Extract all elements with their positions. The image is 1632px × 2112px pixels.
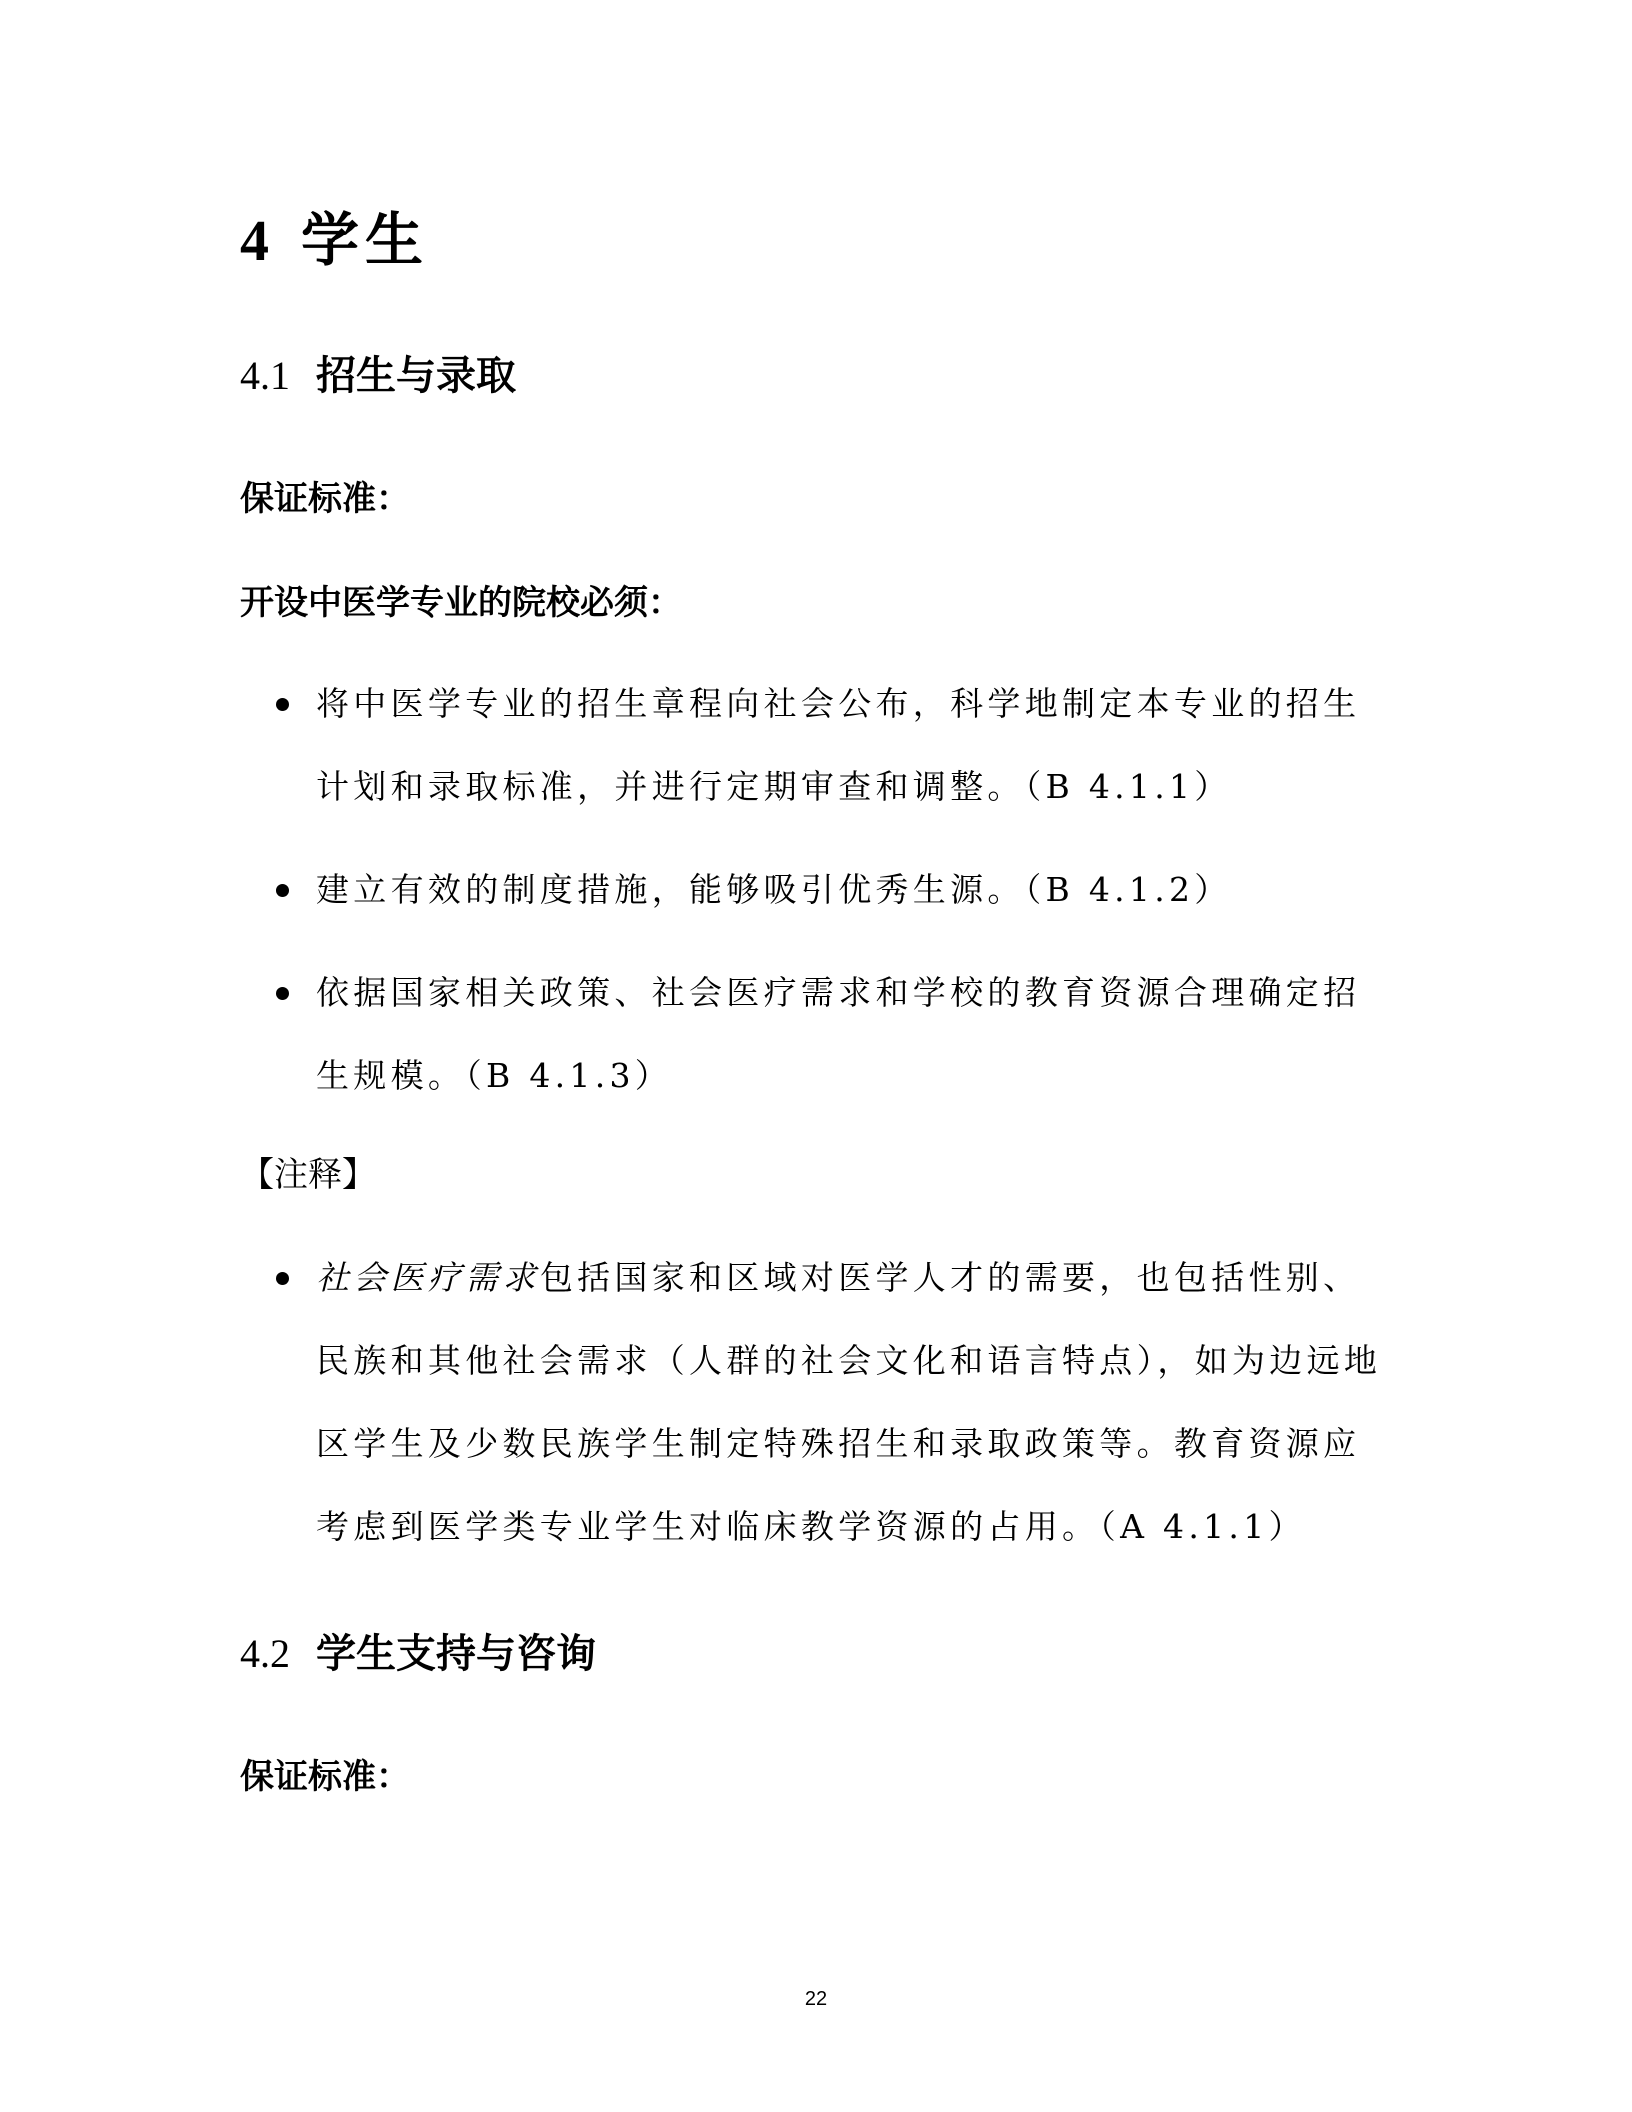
bullet-icon (276, 884, 289, 897)
section-title: 学生支持与咨询 (316, 1631, 596, 1677)
chapter-heading (240, 200, 429, 281)
bullet-icon (276, 1272, 289, 1285)
section-number: 4.2 (240, 1631, 290, 1676)
chapter-number: 4 (240, 208, 275, 273)
note-label: 【注释】 (240, 1155, 376, 1195)
note-term: 社会医疗需求 (316, 1258, 540, 1297)
requirement-list (316, 662, 1396, 1137)
section-title: 招生与录取 (316, 353, 516, 399)
bullet-icon (276, 698, 289, 711)
list-item: 将中医学专业的招生章程向社会公布，科学地制定本专业的招生计划和录取标准，并进行定期审查和调整。（B 4.1.1） (316, 662, 1396, 828)
bullet-icon (276, 987, 289, 1000)
section-number: 4.1 (240, 353, 290, 398)
standard-label: 保证标准： (240, 479, 410, 519)
list-item: 建立有效的制度措施，能够吸引优秀生源。（B 4.1.2） (316, 848, 1396, 931)
section-heading-4-1 (240, 346, 516, 406)
list-item: 依据国家相关政策、社会医疗需求和学校的教育资源合理确定招生规模。（B 4.1.3） (316, 951, 1396, 1117)
list-item (316, 1236, 1396, 1568)
requirement-intro: 开设中医学专业的院校必须： (240, 583, 682, 623)
standard-label: 保证标准： (240, 1757, 410, 1797)
note-list (316, 1236, 1396, 1588)
section-heading-4-2 (240, 1624, 596, 1684)
page-number: 22 (804, 1988, 828, 2010)
chapter-title: 学生 (301, 206, 430, 274)
note-text: 包括国家和区域对医学人才的需要，也包括性别、民族和其他社会需求（人群的社会文化和语言特点），如为边远地区学生及少数民族学生制定特殊招生和录取政策等。教育资源应考虑到医学类专业学生对临床教学资源的占用。（A 4.1.1） (316, 1258, 1382, 1546)
